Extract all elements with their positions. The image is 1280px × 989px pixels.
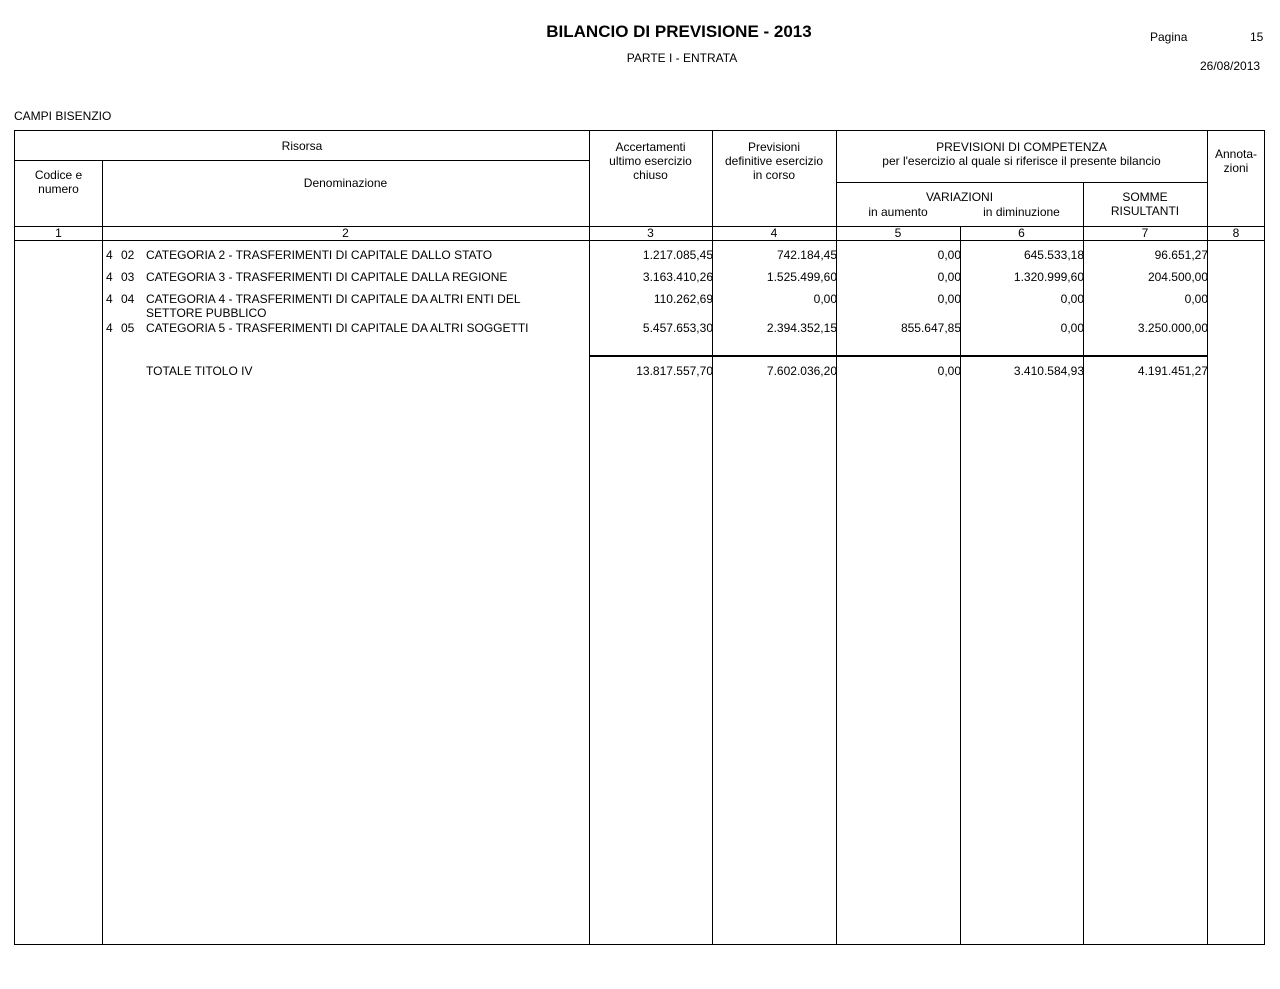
row-somme: 0,00 (1184, 292, 1208, 306)
row-accertamenti: 1.217.085,45 (642, 248, 713, 262)
row-previsioni: 0,00 (813, 292, 837, 306)
page-title: BILANCIO DI PREVISIONE - 2013 (546, 22, 812, 41)
total-rule (589, 355, 1207, 357)
header-variazioni: VARIAZIONI (925, 190, 994, 204)
row-diminuzione: 1.320.999,60 (1013, 270, 1084, 284)
row-categoria: 04 (121, 292, 135, 306)
row-diminuzione: 0,00 (1060, 292, 1084, 306)
page-subtitle: PARTE I - ENTRATA (626, 51, 738, 65)
total-diminuzione: 3.410.584,93 (1013, 364, 1084, 378)
header-denominazione: Denominazione (303, 176, 388, 190)
row-denominazione: CATEGORIA 3 - TRASFERIMENTI DI CAPITALE DALLA REGIONE (146, 270, 508, 284)
column-number: 1 (55, 226, 62, 240)
row-categoria: 05 (121, 321, 135, 335)
row-accertamenti: 5.457.653,30 (642, 321, 713, 335)
row-diminuzione: 0,00 (1060, 321, 1084, 335)
row-diminuzione: 645.533,18 (1023, 248, 1084, 262)
column-number: 5 (894, 226, 902, 240)
row-titolo: 4 (106, 321, 113, 335)
header-somme: SOMME RISULTANTI (1110, 190, 1180, 218)
row-previsioni: 1.525.499,60 (766, 270, 837, 284)
row-titolo: 4 (106, 270, 113, 284)
row-previsioni: 742.184,45 (776, 248, 837, 262)
budget-table (14, 130, 1265, 945)
row-denominazione: CATEGORIA 5 - TRASFERIMENTI DI CAPITALE DA ALTRI SOGGETTI (146, 321, 529, 335)
header-previsioni: Previsioni definitive esercizio in corso (724, 140, 824, 182)
total-somme: 4.191.451,27 (1137, 364, 1208, 378)
total-previsioni: 7.602.036,20 (766, 364, 837, 378)
total-label: TOTALE TITOLO IV (146, 364, 253, 378)
header-codice: Codice e numero (34, 168, 83, 196)
column-number: 7 (1141, 226, 1149, 240)
header-competenza: PREVISIONI DI COMPETENZA per l'esercizio al quale si riferisce il presente bilancio (882, 140, 1161, 168)
row-denominazione: CATEGORIA 2 - TRASFERIMENTI DI CAPITALE DALLO STATO (146, 248, 493, 262)
header-annotazioni: Annota- zioni (1214, 147, 1258, 175)
row-denominazione: CATEGORIA 4 - TRASFERIMENTI DI CAPITALE DA ALTRI ENTI DEL SETTORE PUBBLICO (146, 292, 521, 320)
row-aumento: 0,00 (937, 270, 961, 284)
header-in-diminuzione: in diminuzione (983, 205, 1060, 219)
row-somme: 96.651,27 (1154, 248, 1208, 262)
row-somme: 3.250.000,00 (1137, 321, 1208, 335)
header-in-aumento: in aumento (868, 205, 928, 219)
page-label: Pagina (1150, 30, 1188, 44)
row-somme: 204.500,00 (1147, 270, 1208, 284)
row-aumento: 855.647,85 (900, 321, 961, 335)
entity-name: CAMPI BISENZIO (14, 109, 112, 123)
row-accertamenti: 110.262,69 (653, 292, 713, 306)
report-date: 26/08/2013 (1200, 59, 1261, 73)
row-titolo: 4 (106, 248, 113, 262)
row-previsioni: 2.394.352,15 (766, 321, 837, 335)
column-number: 2 (342, 226, 349, 240)
page-number: 15 (1250, 30, 1264, 44)
column-number: 3 (647, 226, 654, 240)
row-aumento: 0,00 (937, 248, 961, 262)
column-number: 8 (1232, 226, 1240, 240)
row-categoria: 02 (121, 248, 135, 262)
column-number: 6 (1018, 226, 1025, 240)
row-accertamenti: 3.163.410,26 (642, 270, 713, 284)
row-aumento: 0,00 (937, 292, 961, 306)
row-titolo: 4 (106, 292, 113, 306)
column-number: 4 (770, 226, 778, 240)
total-aumento: 0,00 (937, 364, 961, 378)
divider (15, 240, 1265, 241)
header-risorsa: Risorsa (281, 139, 323, 153)
header-accertamenti: Accertamenti ultimo esercizio chiuso (609, 140, 692, 182)
row-categoria: 03 (121, 270, 135, 284)
divider (836, 182, 1207, 183)
total-accertamenti: 13.817.557,70 (636, 364, 713, 378)
divider (102, 160, 103, 945)
divider (15, 160, 589, 161)
